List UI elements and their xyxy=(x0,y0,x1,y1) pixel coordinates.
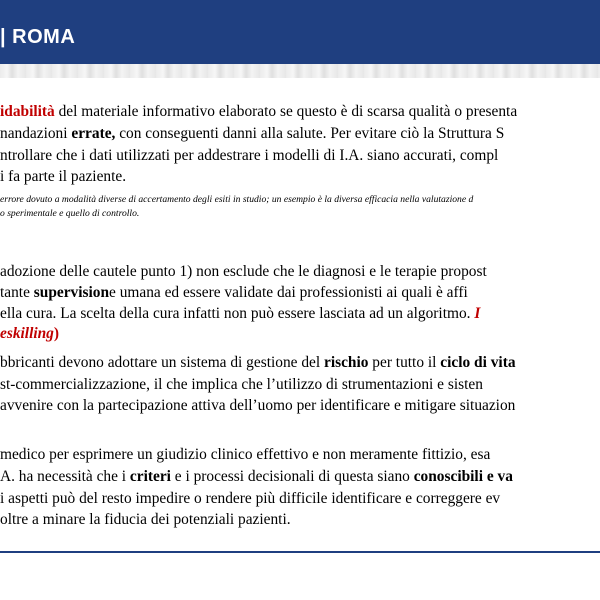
term-deskilling: eskilling xyxy=(0,325,54,342)
header-title: | ROMA xyxy=(0,26,76,48)
s2-line-1: adozione delle cautele punto 1) non esclude che le diagnosi e le terapie propost xyxy=(0,263,487,280)
footnote-line-1: errore dovuto a modalità diverse di accertamento degli esiti in studio; un esempio è la diversa efficacia nella valutazione d xyxy=(0,194,474,205)
s1-line-4: i fa parte il paziente. xyxy=(0,168,127,185)
s3-line-1-text-c: per tutto il xyxy=(368,354,441,371)
footer-divider xyxy=(0,551,600,553)
s4-line-4: oltre a minare la fiducia dei potenziali pazienti. xyxy=(0,511,291,528)
footnote-line-2: o sperimentale e quello di controllo. xyxy=(0,208,140,219)
s2-line-3-red-i: I xyxy=(474,305,481,322)
term-supervisione: supervision xyxy=(33,284,110,301)
s2-line-2 xyxy=(0,283,468,303)
s2-line-3-text-a: ella cura. La scelta della cura infatti non può essere lasciata ad un algoritmo. xyxy=(0,305,475,322)
s4-line-2-text-c: e i processi decisionali di questa siano xyxy=(170,468,414,485)
s4-line-1: medico per esprimere un giudizio clinico effettivo e non meramente fittizio, esa xyxy=(0,446,491,463)
term-criteri: criteri xyxy=(129,468,171,485)
s1-line-2 xyxy=(0,124,504,144)
s1-line-2-text-c: con conseguenti danni alla salute. Per evitare ciò la Struttura S xyxy=(115,125,505,142)
s4-line-2 xyxy=(0,467,513,487)
s4-line-2-text-a: A. ha necessità che i xyxy=(0,468,130,485)
s2-line-4 xyxy=(0,324,59,344)
s2-line-4-paren: ) xyxy=(53,325,60,342)
s3-line-1 xyxy=(0,353,516,373)
s1-line-1-text: del materiale informativo elaborato se questo è di scarsa qualità o presenta xyxy=(54,103,518,120)
s4-line-3: i aspetti può del resto impedire o rendere più difficile identificare e correggere ev xyxy=(0,490,501,507)
s3-line-3: avvenire con la partecipazione attiva dell’uomo per identificare e mitigare situazion xyxy=(0,397,516,414)
s1-line-2-text-a: nandazioni xyxy=(0,125,72,142)
s1-line-3: ntrollare che i dati utilizzati per addestrare i modelli di I.A. siano accurati, compl xyxy=(0,147,499,164)
term-ciclo-di-vita: ciclo di vita xyxy=(440,354,516,371)
s3-line-2: st-commercializzazione, il che implica che l’utilizzo di strumentazioni e sisten xyxy=(0,376,483,393)
s2-line-3 xyxy=(0,304,480,324)
s2-line-2-text-a: tante xyxy=(0,284,34,301)
s3-line-1-text-a: bbricanti devono adottare un sistema di gestione del xyxy=(0,354,324,371)
term-rischio: rischio xyxy=(323,354,369,371)
term-affidabilita: idabilità xyxy=(0,103,55,120)
term-conoscibili: conoscibili e va xyxy=(413,468,513,485)
term-errate: errate, xyxy=(71,125,116,142)
s1-line-1 xyxy=(0,102,517,122)
s2-line-2-text-c: e umana ed essere validate dai professionisti ai quali è affi xyxy=(109,284,468,301)
